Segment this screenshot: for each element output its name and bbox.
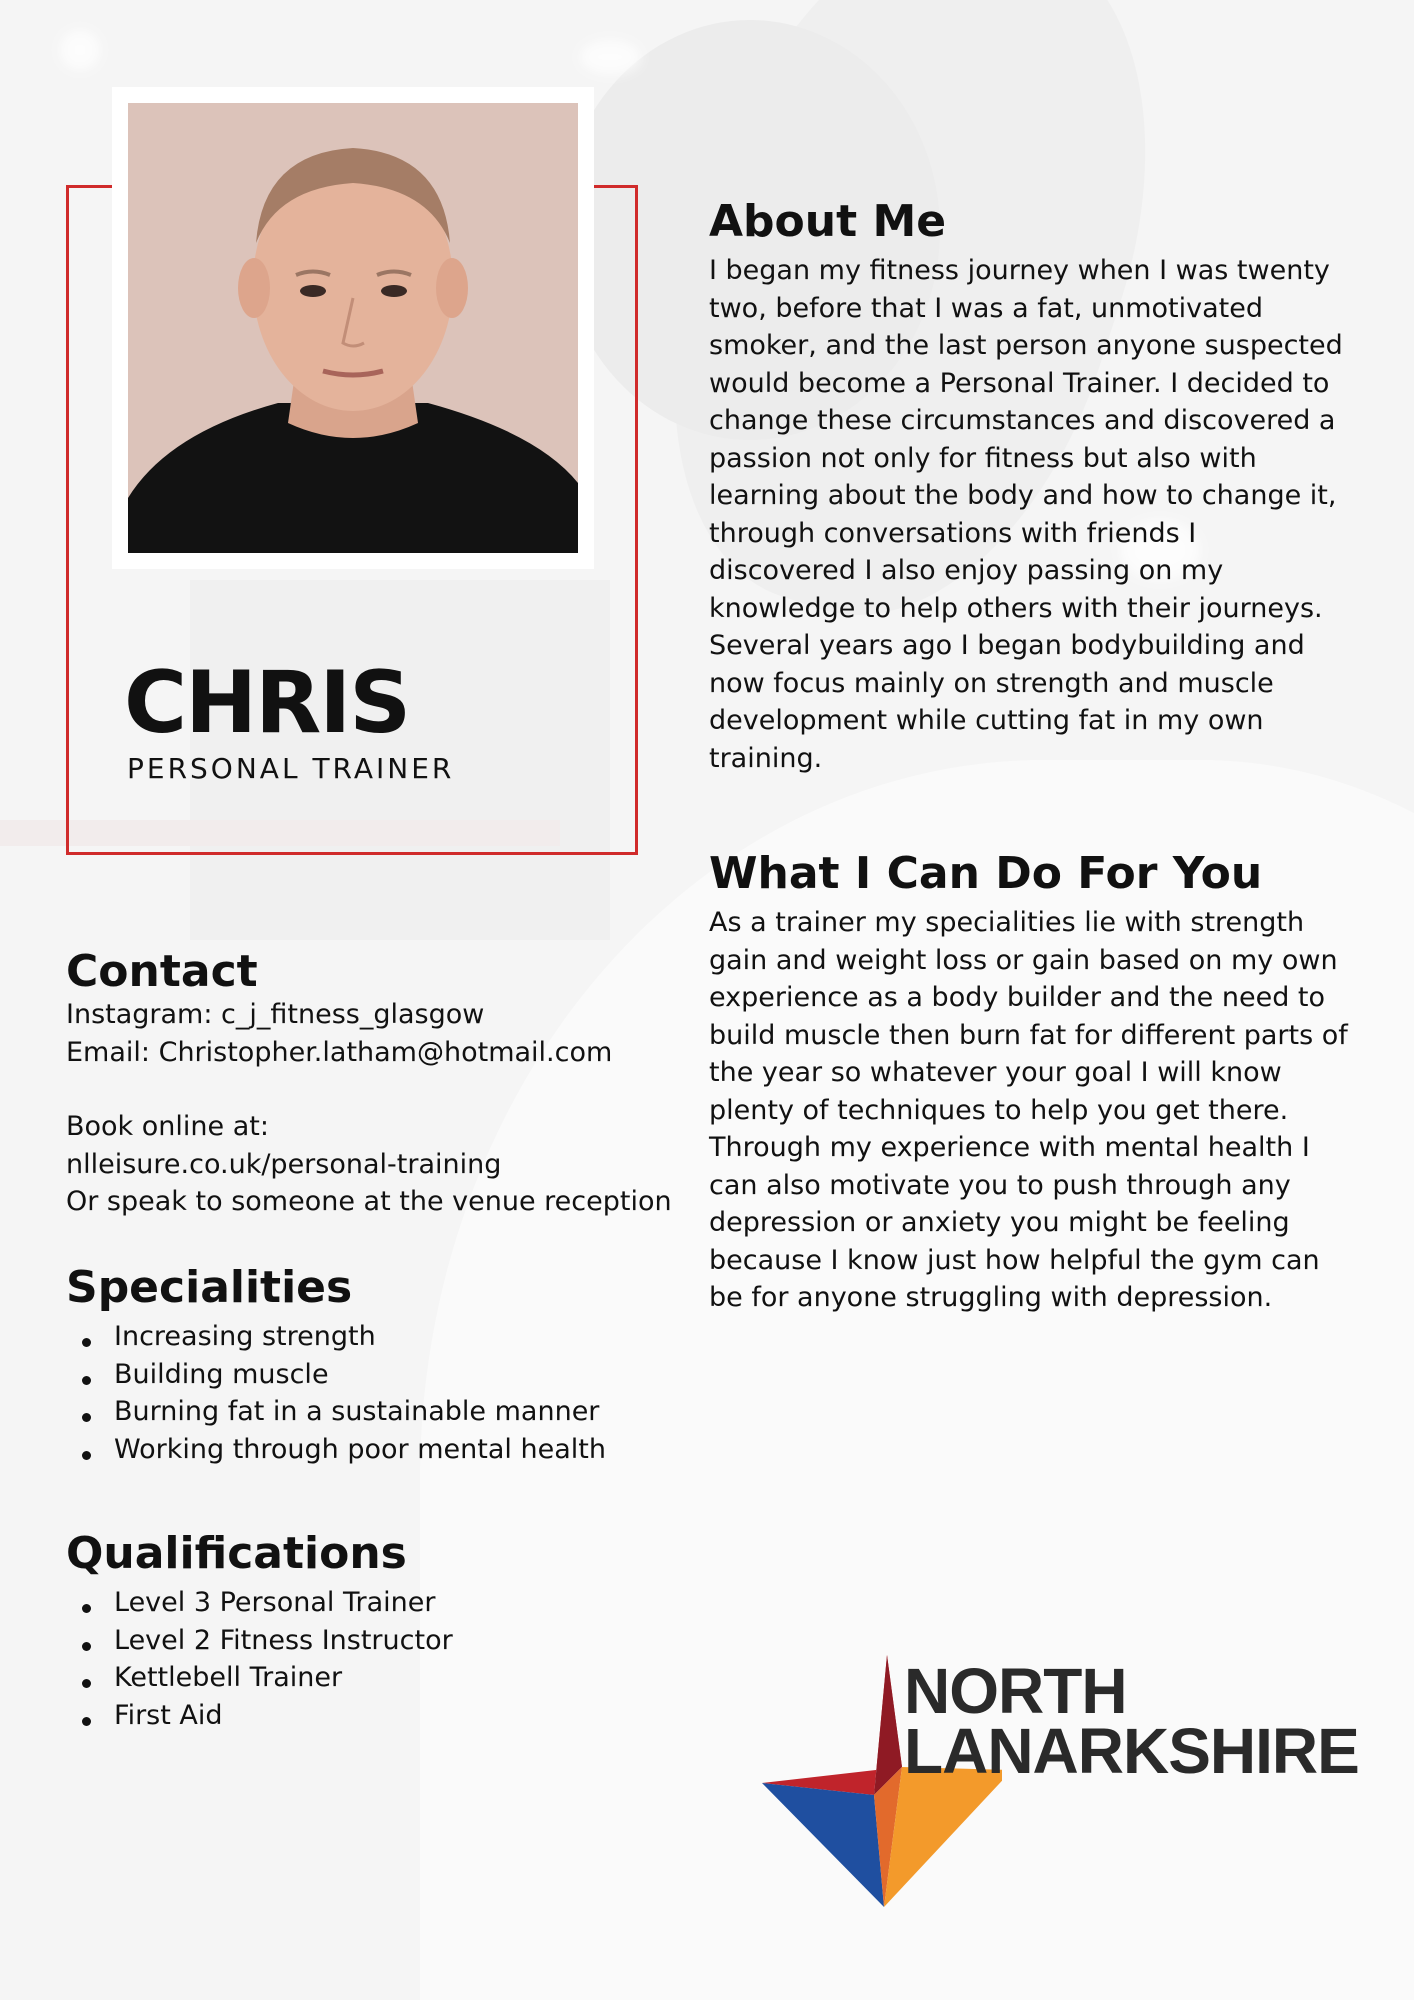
profile-photo bbox=[128, 103, 578, 553]
what-i-do-body: As a trainer my specialities lie with strength gain and weight loss or gain based on my own experience as a body builder and the need to build muscle then burn fat for different parts of the year so whatever your goal I will know plenty of techniques to help you get there. Through my experience with mental health I can also motivate you to push through any depression or anxiety you might be feeling because I know just how helpful the gym can be for anyone struggling with depression. bbox=[709, 907, 1348, 1314]
list-item: Kettlebell Trainer bbox=[66, 1659, 706, 1697]
profile-photo-frame bbox=[112, 87, 594, 569]
what-i-do-section bbox=[709, 850, 1349, 1317]
booking-label: Book online at: bbox=[66, 1111, 269, 1143]
qualifications-list bbox=[66, 1584, 706, 1734]
contact-section bbox=[66, 948, 706, 1221]
logo-wordmark bbox=[904, 1655, 1359, 1787]
what-i-do-heading: What I Can Do For You bbox=[709, 848, 1263, 899]
trainer-role: PERSONAL TRAINER bbox=[127, 752, 455, 785]
specialities-heading: Specialities bbox=[66, 1262, 353, 1313]
contact-instagram[interactable]: Instagram: c_j_fitness_glasgow bbox=[66, 999, 485, 1031]
list-item: Burning fat in a sustainable manner bbox=[66, 1393, 706, 1431]
list-item: First Aid bbox=[66, 1697, 706, 1735]
list-item: Building muscle bbox=[66, 1356, 706, 1394]
qualifications-heading: Qualifications bbox=[66, 1528, 407, 1579]
booking-link[interactable]: nlleisure.co.uk/personal-training bbox=[66, 1148, 502, 1180]
specialities-list bbox=[66, 1318, 706, 1468]
logo-line-north: NORTH bbox=[904, 1655, 1127, 1727]
contact-heading: Contact bbox=[66, 946, 258, 997]
list-item: Increasing strength bbox=[66, 1318, 706, 1356]
about-heading: About Me bbox=[709, 196, 947, 247]
trainer-name: CHRIS bbox=[124, 653, 410, 753]
list-item: Level 3 Personal Trainer bbox=[66, 1584, 706, 1622]
list-item: Working through poor mental health bbox=[66, 1431, 706, 1469]
specialities-section bbox=[66, 1264, 706, 1468]
logo-line-lanarkshire: LANARKSHIRE bbox=[904, 1715, 1359, 1787]
list-item: Level 2 Fitness Instructor bbox=[66, 1622, 706, 1660]
north-lanarkshire-logo bbox=[762, 1655, 1359, 1915]
about-body: I began my fitness journey when I was twenty two, before that I was a fat, unmotivated smoker, and the last person anyone suspected would become a Personal Trainer. I decided to change these circumstances and discovered a passion not only for fitness but also with learning about the body and how to change it, through conversations with friends I discovered I also enjoy passing on my knowledge to help others with their journeys. Several years ago I began bodybuilding and now focus mainly on strength and muscle development while cutting fat in my own training. bbox=[709, 255, 1343, 774]
qualifications-section bbox=[66, 1530, 706, 1734]
reception-note: Or speak to someone at the venue reception bbox=[66, 1186, 672, 1218]
contact-email[interactable]: Email: Christopher.latham@hotmail.com bbox=[66, 1036, 613, 1068]
about-section bbox=[709, 198, 1349, 777]
